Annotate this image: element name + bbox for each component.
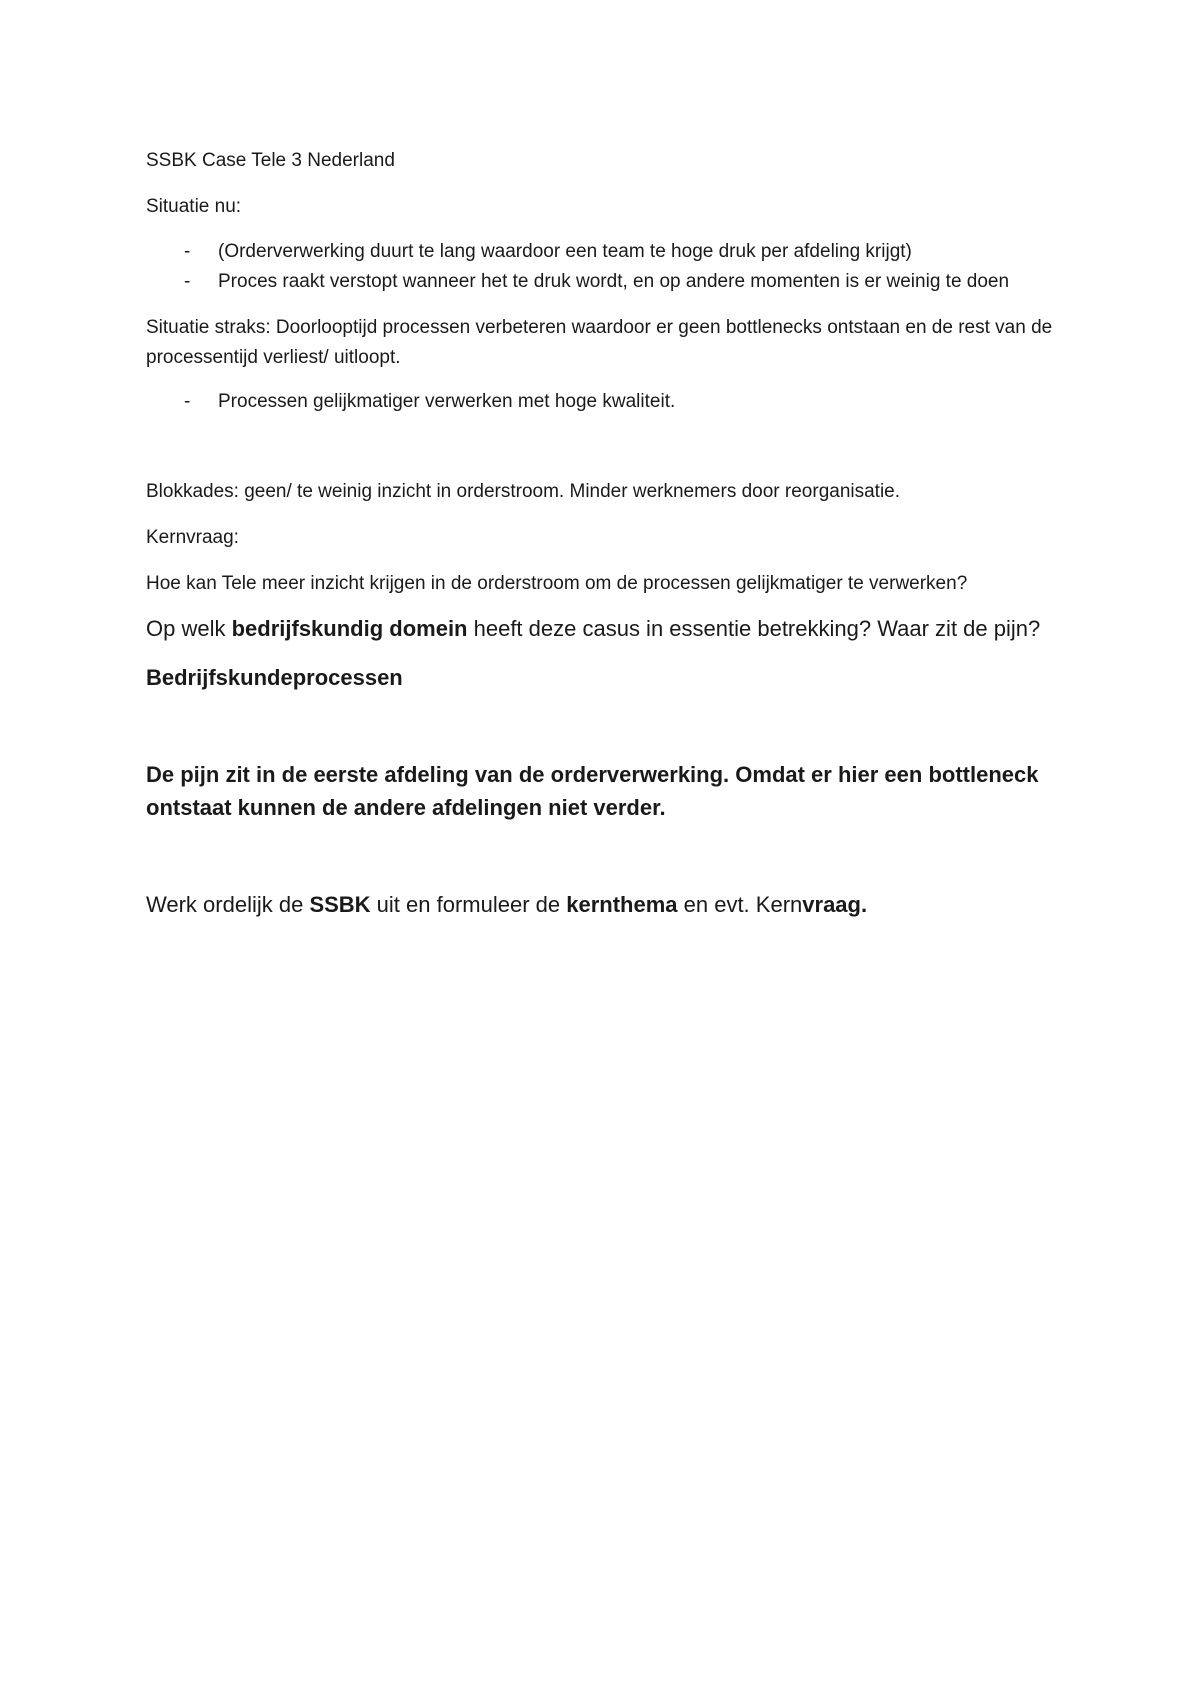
- situatie-nu-label: Situatie nu:: [146, 196, 242, 217]
- kernvraag-label: Kernvraag:: [146, 527, 239, 548]
- question-bold-text: bedrijfskundig domein: [231, 616, 468, 641]
- answer-pain-text: De pijn zit in de eerste afdeling van de orderverwerking. Omdat er hier een bottleneck ontstaat kunnen de andere afdelingen niet verder.: [146, 762, 1039, 820]
- list-item-text: Processen gelijkmatiger verwerken met hoge kwaliteit.: [218, 391, 676, 412]
- closing-bold-text: SSBK: [309, 892, 371, 917]
- kernvraag-text: Hoe kan Tele meer inzicht krijgen in de orderstroom om de processen gelijkmatiger te verwerken?: [146, 573, 968, 594]
- document-title: SSBK Case Tele 3 Nederland: [146, 150, 395, 171]
- list-item-text: Proces raakt verstopt wanneer het te druk wordt, en op andere momenten is er weinig te doen: [218, 271, 1010, 292]
- document-body: [146, 146, 1066, 921]
- situatie-straks-paragraph: Situatie straks: Doorlooptijd processen verbeteren waardoor er geen bottlenecks ontstaan en de rest van de processentijd verliest/ uitloopt.: [146, 317, 1053, 368]
- closing-text: Werk ordelijk de: [146, 892, 310, 917]
- closing-text: en evt. Kern: [677, 892, 803, 917]
- list-item: [146, 237, 1066, 267]
- assignment-question: [146, 612, 1066, 645]
- blokkades-paragraph: Blokkades: geen/ te weinig inzicht in orderstroom. Minder werknemers door reorganisatie.: [146, 481, 901, 502]
- bullet-dash: -: [184, 391, 191, 412]
- answer-domain: [146, 661, 1066, 694]
- closing-bold-text: vraag.: [802, 892, 868, 917]
- closing-instruction: [146, 888, 1066, 921]
- question-text: Op welk: [146, 616, 232, 641]
- list-item: [146, 387, 1066, 417]
- closing-text: uit en formuleer de: [370, 892, 567, 917]
- answer-pain: [146, 758, 1066, 824]
- situatie-straks-list: [146, 387, 1066, 417]
- closing-bold-text: kernthema: [566, 892, 678, 917]
- question-text: heeft deze casus in essentie betrekking? Waar zit de pijn?: [467, 616, 1041, 641]
- bullet-dash: -: [184, 271, 191, 292]
- list-item-text: (Orderverwerking duurt te lang waardoor een team te hoge druk per afdeling krijgt): [218, 241, 912, 262]
- situatie-nu-list: [146, 237, 1066, 297]
- answer-domain-text: Bedrijfskundeprocessen: [146, 665, 403, 690]
- list-item: [146, 267, 1066, 297]
- bullet-dash: -: [184, 241, 191, 262]
